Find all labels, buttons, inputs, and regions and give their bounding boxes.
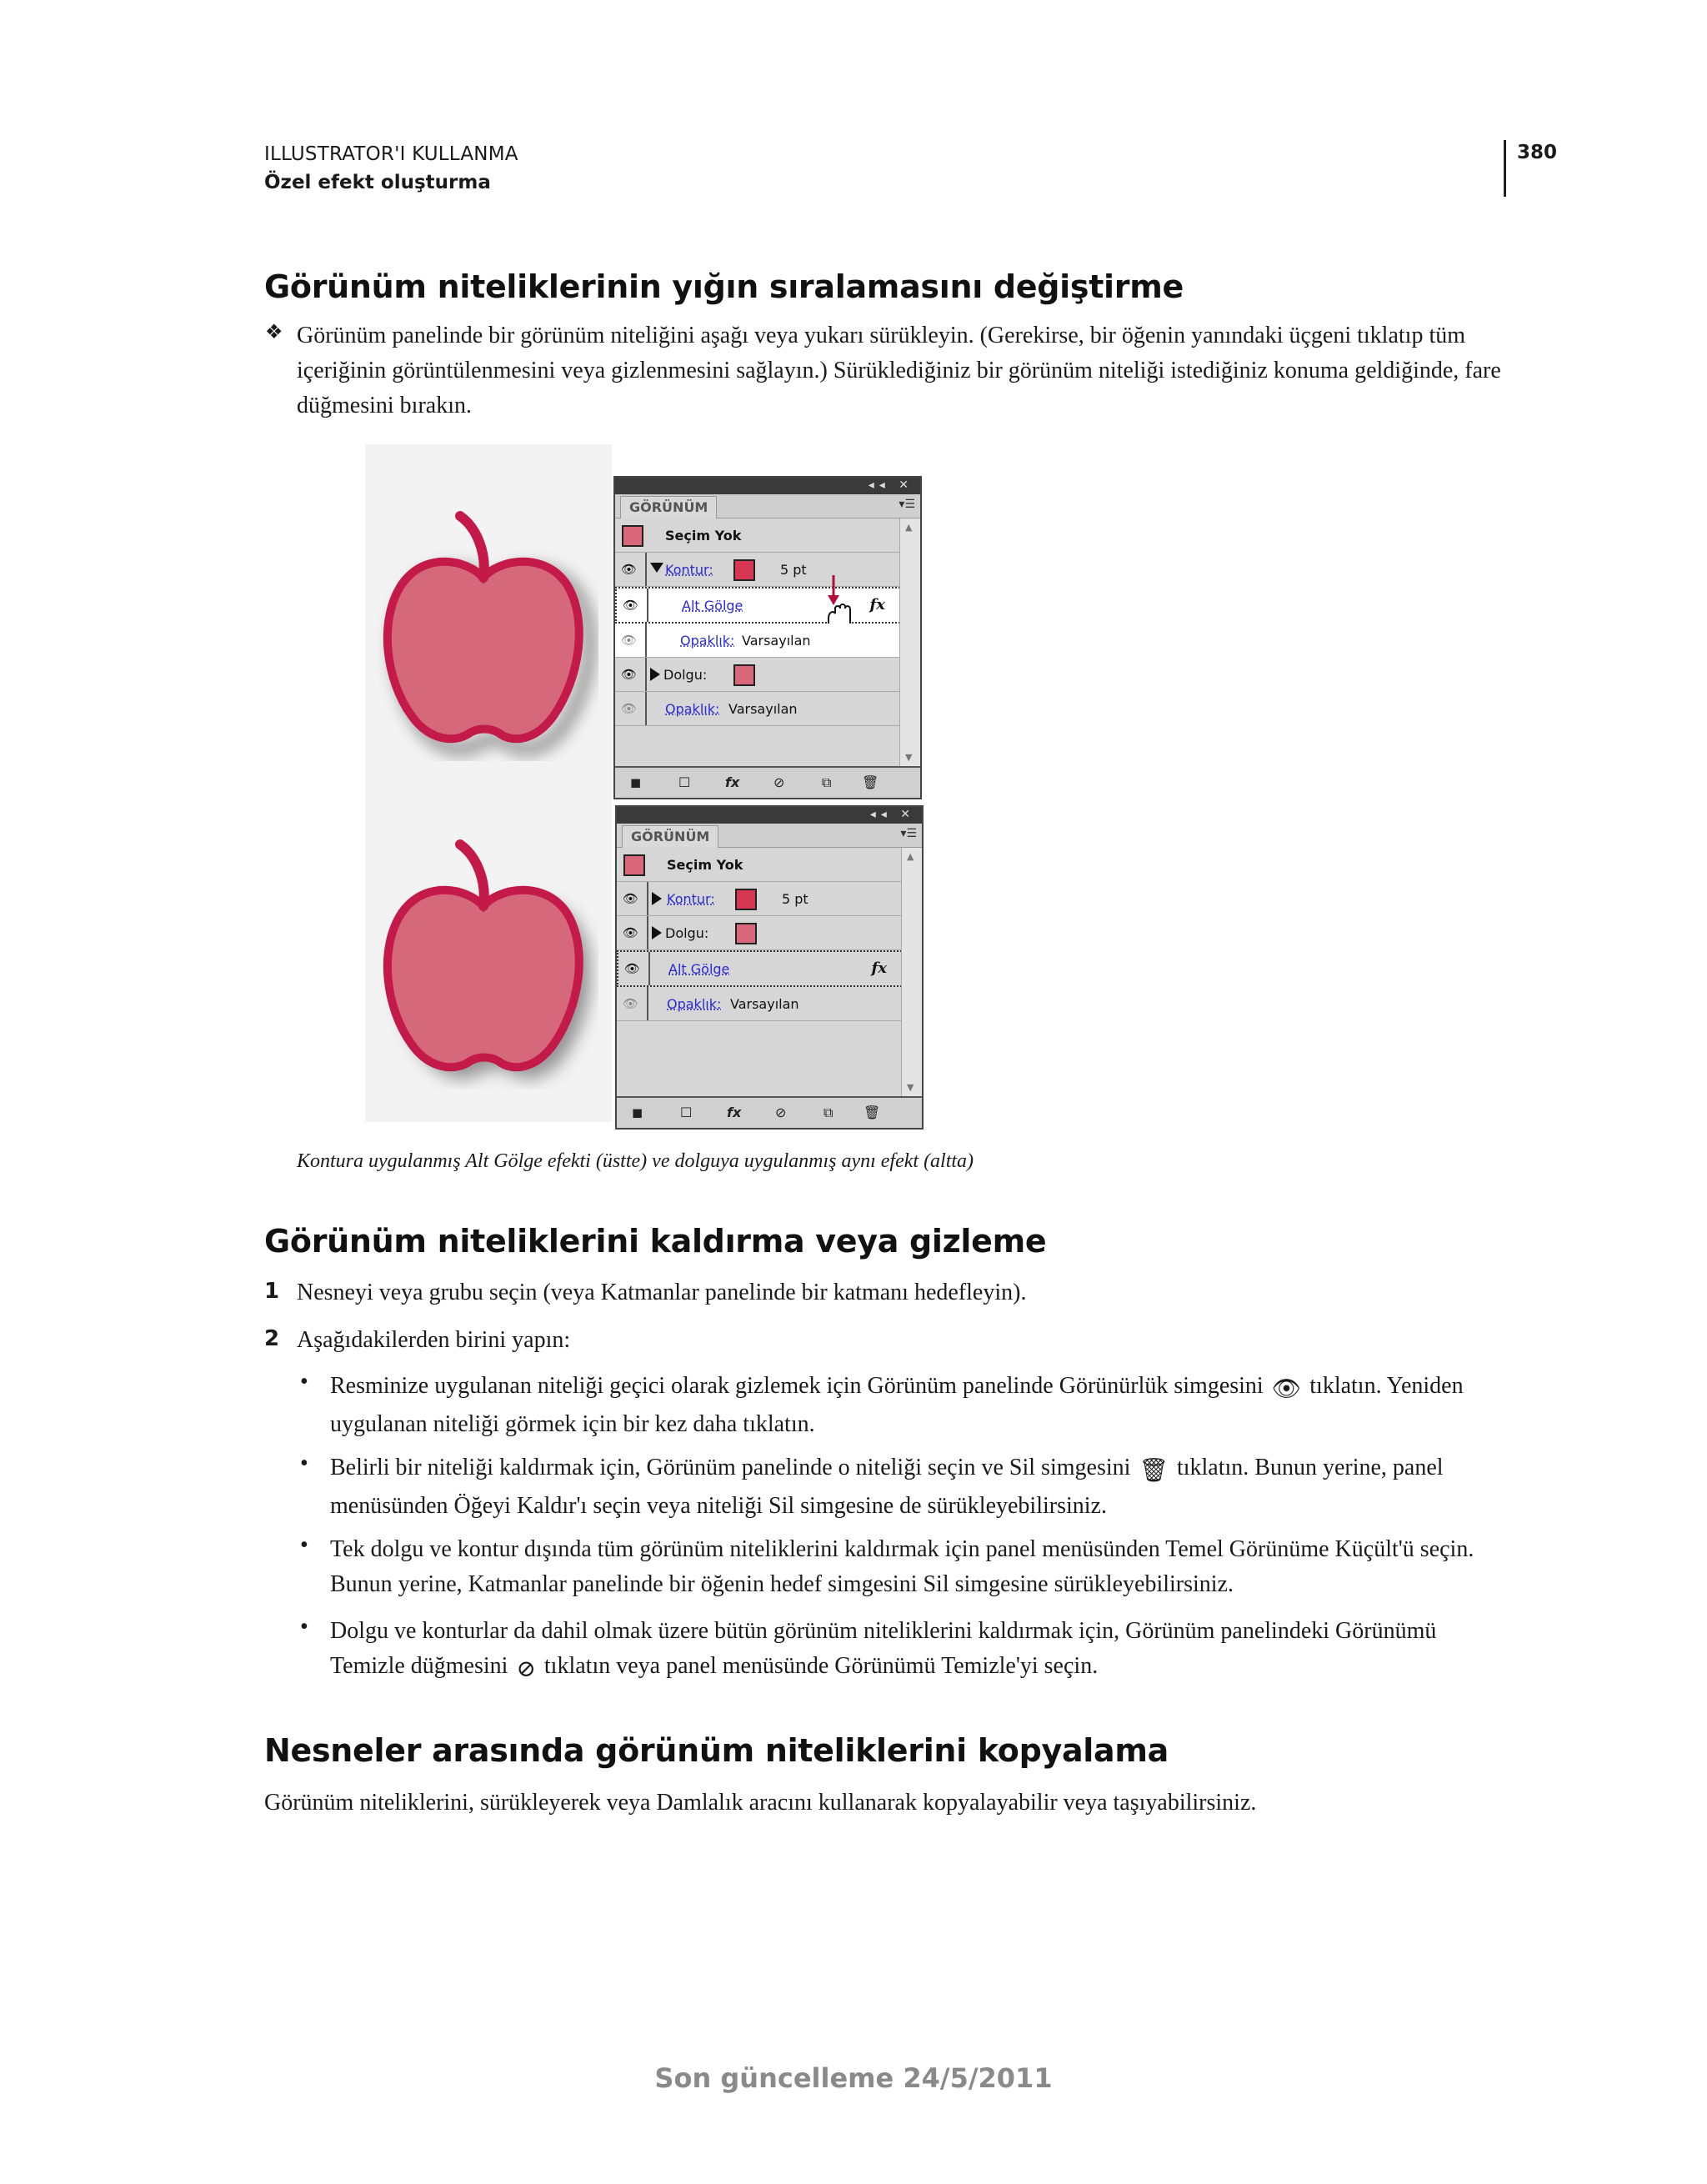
header-divider: [1504, 140, 1506, 197]
bullet-dot: •: [300, 1532, 308, 1558]
panel-scrollbar[interactable]: [899, 518, 920, 766]
clear-appearance-icon[interactable]: ⊘: [773, 774, 785, 790]
object-opacity-label[interactable]: Opaklık:: [665, 701, 720, 717]
tab-gorunum[interactable]: GÖRÜNÜM: [622, 825, 718, 848]
opacity-row[interactable]: [617, 987, 922, 1021]
bullet-text: tıklatın. Yeniden uygulanan niteliği görmek için bir kez daha tıklatın.: [330, 1373, 1464, 1437]
visibility-eye-icon[interactable]: 👁: [623, 996, 639, 1011]
bullet-item-reduce-basic: Tek dolgu ve kontur dışında tüm görünüm niteliklerini kaldırmak için panel menüsünden Temel Görünüme Küçült'ü seçin. Bunun yerine, Katmanlar panelinde bir öğenin hedef simgesini Sil simgesine sürükleyebilirsiniz.: [330, 1536, 1474, 1597]
step-1-text: Nesneyi veya grubu seçin (veya Katmanlar panelinde bir katmanı hedefleyin).: [297, 1280, 1027, 1305]
fill-swatch[interactable]: [735, 923, 757, 944]
panel-collapse-close-icon[interactable]: ◂◂ ✕: [868, 478, 914, 492]
drop-shadow-row[interactable]: [615, 587, 920, 624]
expand-triangle-icon[interactable]: [650, 668, 660, 681]
panel-empty-area: [615, 726, 920, 766]
duplicate-item-icon[interactable]: ⧉: [822, 774, 832, 790]
opacity-label[interactable]: Opaklık:: [667, 996, 722, 1012]
bullet-item-clear: [330, 1614, 1514, 1687]
running-header-title: ILLUSTRATOR'I KULLANMA: [264, 143, 518, 165]
add-stroke-icon[interactable]: ◼: [632, 1105, 643, 1120]
figure-caption: Kontura uygulanmış Alt Gölge efekti (üstte) ve dolguya uygulanmış aynı efekt (altta): [297, 1150, 974, 1172]
object-opacity-row[interactable]: [615, 692, 920, 726]
fx-icon: fx: [869, 596, 885, 614]
section-heading-remove-hide: Görünüm niteliklerini kaldırma veya gizleme: [264, 1223, 1047, 1260]
step-number-1: 1: [264, 1279, 280, 1304]
selection-label: Seçim Yok: [665, 528, 742, 543]
visibility-eye-icon[interactable]: 👁: [621, 701, 638, 716]
stroke-weight[interactable]: 5 pt: [782, 891, 808, 907]
stroke-swatch[interactable]: [735, 889, 757, 910]
drop-shadow-label[interactable]: Alt Gölge: [668, 961, 730, 977]
visibility-eye-icon: 👁: [1271, 1376, 1302, 1402]
trash-icon: 🗑: [1139, 1458, 1169, 1484]
bullet-dot: •: [300, 1450, 308, 1476]
selection-row[interactable]: [617, 848, 922, 882]
bullet-text: Belirli bir niteliği kaldırmak için, Görünüm panelinde o niteliği seçin ve Sil simgesini: [330, 1455, 1131, 1480]
fx-icon: fx: [871, 959, 887, 977]
scroll-down-icon[interactable]: ▼: [905, 752, 913, 763]
drop-shadow-label[interactable]: Alt Gölge: [682, 598, 743, 614]
opacity-label[interactable]: Opaklık:: [680, 633, 735, 649]
panel-titlebar: [615, 478, 920, 494]
tab-gorunum[interactable]: GÖRÜNÜM: [620, 496, 717, 518]
opacity-value: Varsayılan: [742, 633, 811, 649]
selection-row[interactable]: [615, 518, 920, 553]
visibility-eye-icon[interactable]: 👁: [621, 562, 638, 577]
panel-bottom-toolbar: [615, 766, 920, 798]
appearance-panel-bottom: [615, 805, 924, 1130]
bullet-text: Dolgu ve konturlar da dahil olmak üzere bütün görünüm niteliklerini kaldırmak için, Görünüm panelindeki Görünümü Temizle düğmesini: [330, 1618, 1437, 1679]
apple-top-illustration: [373, 486, 598, 761]
page-number: 380: [1517, 142, 1558, 163]
panel-menu-icon[interactable]: ▾☰: [900, 827, 917, 840]
panel-bottom-toolbar: [617, 1096, 922, 1128]
visibility-eye-icon[interactable]: 👁: [623, 598, 639, 613]
stroke-weight[interactable]: 5 pt: [780, 562, 807, 578]
object-opacity-value: Varsayılan: [728, 701, 798, 717]
fill-swatch[interactable]: [733, 664, 755, 686]
add-fill-icon[interactable]: ☐: [680, 1105, 693, 1120]
selection-thumbnail: [622, 525, 643, 547]
expand-triangle-icon[interactable]: [652, 926, 662, 939]
step-2-text: Aşağıdakilerden birini yapın:: [297, 1327, 571, 1353]
step-number-2: 2: [264, 1326, 280, 1351]
bullet-item-delete: [330, 1450, 1514, 1524]
scroll-up-icon[interactable]: ▲: [905, 522, 913, 533]
section-heading-copy-attributes: Nesneler arasında görünüm niteliklerini kopyalama: [264, 1732, 1169, 1769]
selection-label: Seçim Yok: [667, 857, 743, 873]
bullet-item-hide: [330, 1369, 1514, 1442]
visibility-eye-icon[interactable]: 👁: [624, 961, 641, 976]
selection-thumbnail: [623, 854, 645, 876]
stroke-label[interactable]: Kontur:: [665, 562, 713, 578]
duplicate-item-icon[interactable]: ⧉: [823, 1105, 833, 1120]
bullet-text: tıklatın. Bunun yerine, panel menüsünden Öğeyi Kaldır'ı seçin veya niteliği Sil simgesine de sürükleyebilirsiniz.: [330, 1455, 1444, 1519]
visibility-eye-icon[interactable]: 👁: [623, 891, 639, 906]
add-effect-icon[interactable]: fx: [727, 1105, 742, 1120]
section-heading-stack-order: Görünüm niteliklerinin yığın sıralamasını değiştirme: [264, 268, 1184, 305]
figure-apples-panels: [365, 444, 924, 1122]
opacity-value: Varsayılan: [730, 996, 799, 1012]
expand-triangle-icon[interactable]: [650, 563, 663, 573]
fill-row[interactable]: [617, 916, 922, 950]
fill-label[interactable]: Dolgu:: [663, 667, 708, 683]
intro-paragraph: Görünüm panelinde bir görünüm niteliğini aşağı veya yukarı sürükleyin. (Gerekirse, bir öğenin yanındaki üçgeni tıklatıp tüm içeriğinin görüntülenmesini veya gizlenmesini sağlayın.) Sürüklediğiniz bir görünüm niteliği istediğiniz konuma geldiğinde, fare düğmesini bırakın.: [297, 323, 1501, 418]
stroke-label[interactable]: Kontur:: [667, 891, 715, 907]
scroll-down-icon[interactable]: ▼: [907, 1082, 914, 1093]
bullet-text: tıklatın veya panel menüsünde Görünümü Temizle'yi seçin.: [543, 1653, 1099, 1679]
fill-label[interactable]: Dolgu:: [665, 925, 709, 941]
bullet-dot: •: [300, 1614, 308, 1640]
opacity-row[interactable]: [615, 624, 920, 658]
footer-last-updated: Son güncelleme 24/5/2011: [654, 2062, 1053, 2094]
visibility-eye-icon[interactable]: 👁: [623, 925, 639, 940]
clear-appearance-icon[interactable]: ⊘: [775, 1105, 787, 1120]
panel-menu-icon[interactable]: ▾☰: [899, 498, 915, 511]
copy-paragraph: Görünüm niteliklerini, sürükleyerek veya Damlalık aracını kullanarak kopyalayabilir veya taşıyabilirsiniz.: [264, 1790, 1257, 1816]
add-stroke-icon[interactable]: ◼: [630, 774, 642, 790]
visibility-eye-icon[interactable]: 👁: [621, 667, 638, 682]
delete-item-icon[interactable]: 🗑: [864, 1105, 881, 1120]
panel-collapse-close-icon[interactable]: ◂◂ ✕: [869, 808, 915, 821]
visibility-eye-icon[interactable]: 👁: [621, 633, 638, 648]
expand-triangle-icon[interactable]: [652, 892, 662, 905]
delete-item-icon[interactable]: 🗑: [862, 774, 879, 790]
scroll-up-icon[interactable]: ▲: [907, 851, 914, 862]
add-effect-icon[interactable]: fx: [725, 774, 740, 790]
panel-scrollbar[interactable]: [901, 848, 922, 1096]
stroke-swatch[interactable]: [733, 559, 755, 581]
bullet-dot: •: [300, 1369, 308, 1395]
drop-shadow-row[interactable]: [617, 950, 922, 987]
bullet-text: Resminize uygulanan niteliği geçici olarak gizlemek için Görünüm panelinde Görünürlük simgesini: [330, 1373, 1264, 1399]
apple-bottom-illustration: [373, 814, 598, 1089]
running-header-subtitle: Özel efekt oluşturma: [264, 172, 491, 193]
appearance-panel-top: [613, 476, 922, 799]
diamond-bullet-icon: ❖: [265, 322, 283, 343]
stroke-row[interactable]: [615, 553, 920, 587]
panel-empty-area: [617, 1021, 922, 1096]
stroke-row[interactable]: [617, 882, 922, 916]
fill-row[interactable]: [615, 658, 920, 692]
add-fill-icon[interactable]: ☐: [678, 774, 691, 790]
panel-titlebar: [617, 807, 922, 824]
clear-appearance-icon: ⊘: [516, 1656, 536, 1682]
